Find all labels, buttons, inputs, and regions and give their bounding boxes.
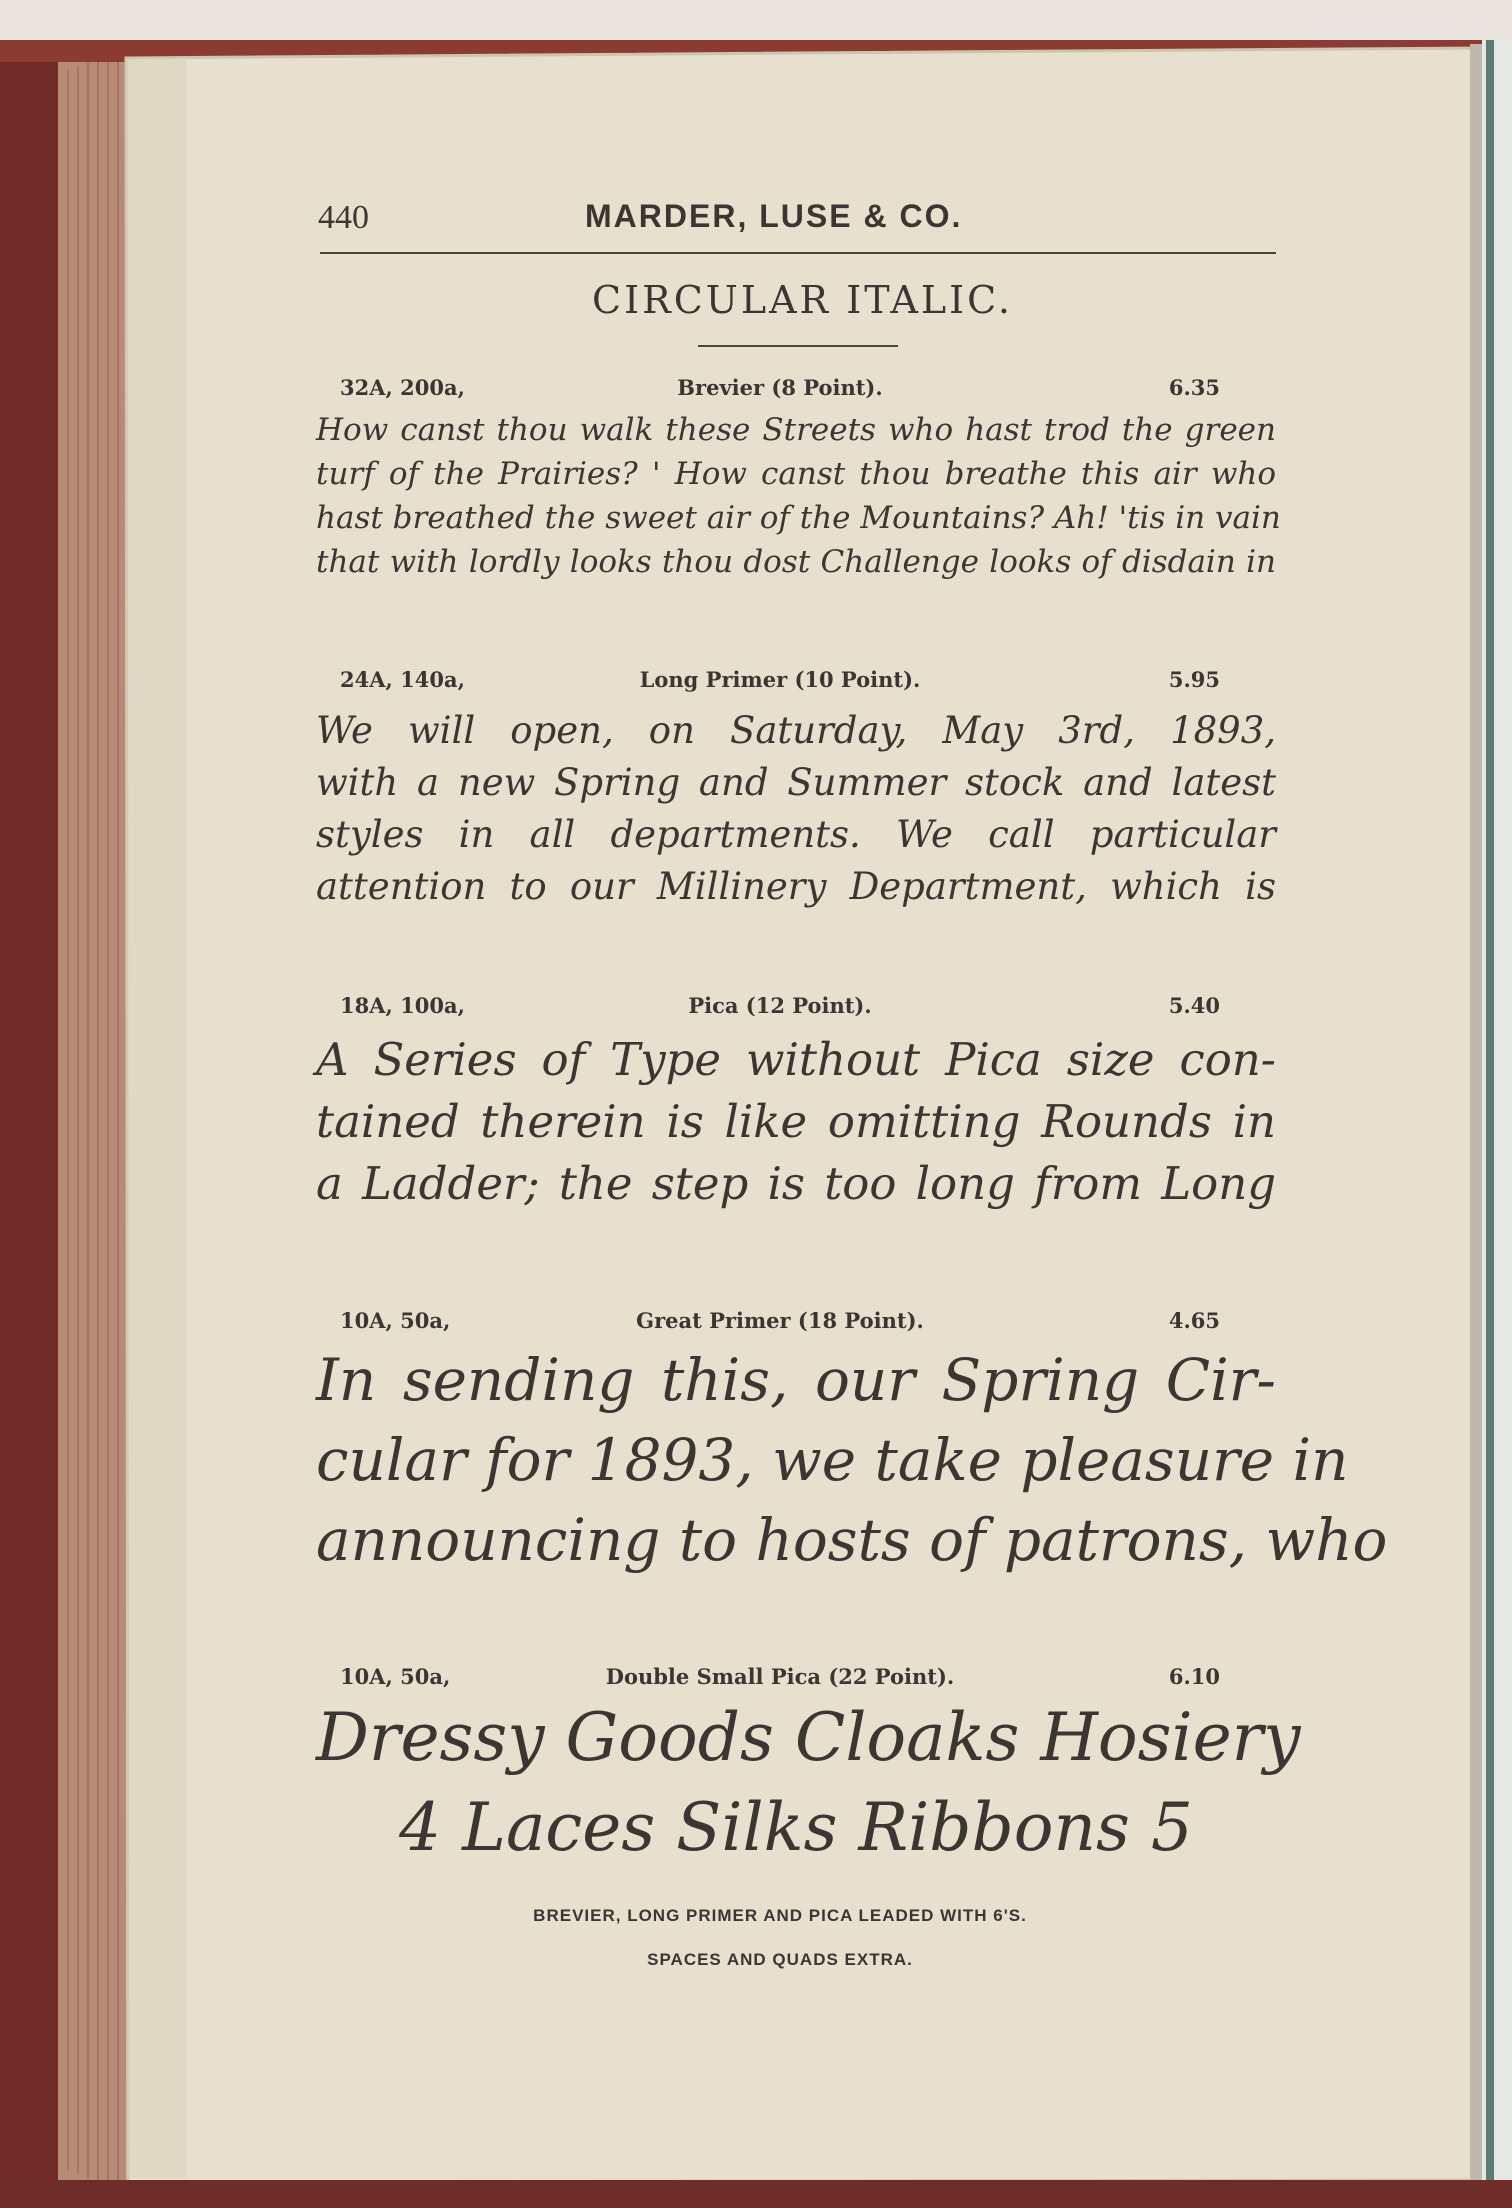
specimen-size: Pica (12 Point).	[688, 993, 872, 1018]
specimen-size: Great Primer (18 Point).	[636, 1308, 924, 1333]
sample-line: tained therein is like omitting Rounds in	[316, 1095, 1276, 1148]
sample-line: turf of the Prairies? ' How canst thou breathe this air who	[316, 456, 1276, 492]
specimen-count: 24A, 140a,	[340, 667, 465, 692]
sample-line: a Ladder; the step is too long from Long	[316, 1157, 1276, 1210]
title-rule	[698, 345, 898, 347]
specimen-count: 10A, 50a,	[340, 1664, 451, 1689]
sample-line: How canst thou walk these Streets who hast trod the green	[316, 412, 1276, 448]
running-head: MARDER, LUSE & CO.	[585, 198, 963, 234]
specimen-price: 5.95	[1168, 667, 1220, 692]
specimen-sample-brevier	[316, 408, 1281, 584]
specimen-price: 6.35	[1168, 375, 1220, 400]
sample-line: styles in all departments. We call particular	[316, 813, 1276, 856]
sample-line: cular for 1893, we take pleasure in	[316, 1426, 1349, 1494]
specimen-count: 32A, 200a,	[340, 375, 465, 400]
sample-line: Dressy Goods Cloaks Hosiery	[316, 1699, 1301, 1776]
specimen-size: Brevier (8 Point).	[677, 375, 883, 400]
footnote-leading: BREVIER, LONG PRIMER AND PICA LEADED WITH 6'S.	[533, 1906, 1027, 1925]
page-number: 440	[318, 199, 369, 236]
sample-line: A Series of Type without Pica size con-	[316, 1033, 1276, 1086]
sample-line: In sending this, our Spring Cir-	[316, 1346, 1276, 1414]
specimen-price: 4.65	[1168, 1308, 1220, 1333]
specimen-sample-pica	[316, 1029, 1276, 1215]
specimen-count: 18A, 100a,	[340, 993, 465, 1018]
sample-line: We will open, on Saturday, May 3rd, 1893,	[316, 709, 1276, 752]
sample-line: 4 Laces Silks Ribbons 5	[399, 1789, 1193, 1866]
specimen-count: 10A, 50a,	[340, 1308, 451, 1333]
header-rule	[320, 252, 1276, 254]
footnote-spaces: SPACES AND QUADS EXTRA.	[647, 1950, 913, 1969]
specimen-sample-great-primer	[316, 1340, 1388, 1580]
sample-line: attention to our Millinery Department, which is	[316, 865, 1276, 908]
sample-line: with a new Spring and Summer stock and latest	[316, 761, 1276, 804]
specimen-sample-long-primer	[316, 705, 1276, 913]
specimen-price: 6.10	[1168, 1664, 1220, 1689]
specimen-sample-double-small-pica	[316, 1693, 1301, 1873]
specimen-size: Long Primer (10 Point).	[639, 667, 921, 692]
specimen-size: Double Small Pica (22 Point).	[605, 1664, 955, 1689]
sample-line: announcing to hosts of patrons, who	[316, 1506, 1388, 1574]
sample-line: that with lordly looks thou dost Challenge looks of disdain in	[316, 544, 1276, 580]
sample-line: hast breathed the sweet air of the Mountains? Ah! 'tis in vain	[316, 500, 1281, 536]
specimen-price: 5.40	[1168, 993, 1220, 1018]
section-title: CIRCULAR ITALIC.	[592, 278, 1013, 322]
